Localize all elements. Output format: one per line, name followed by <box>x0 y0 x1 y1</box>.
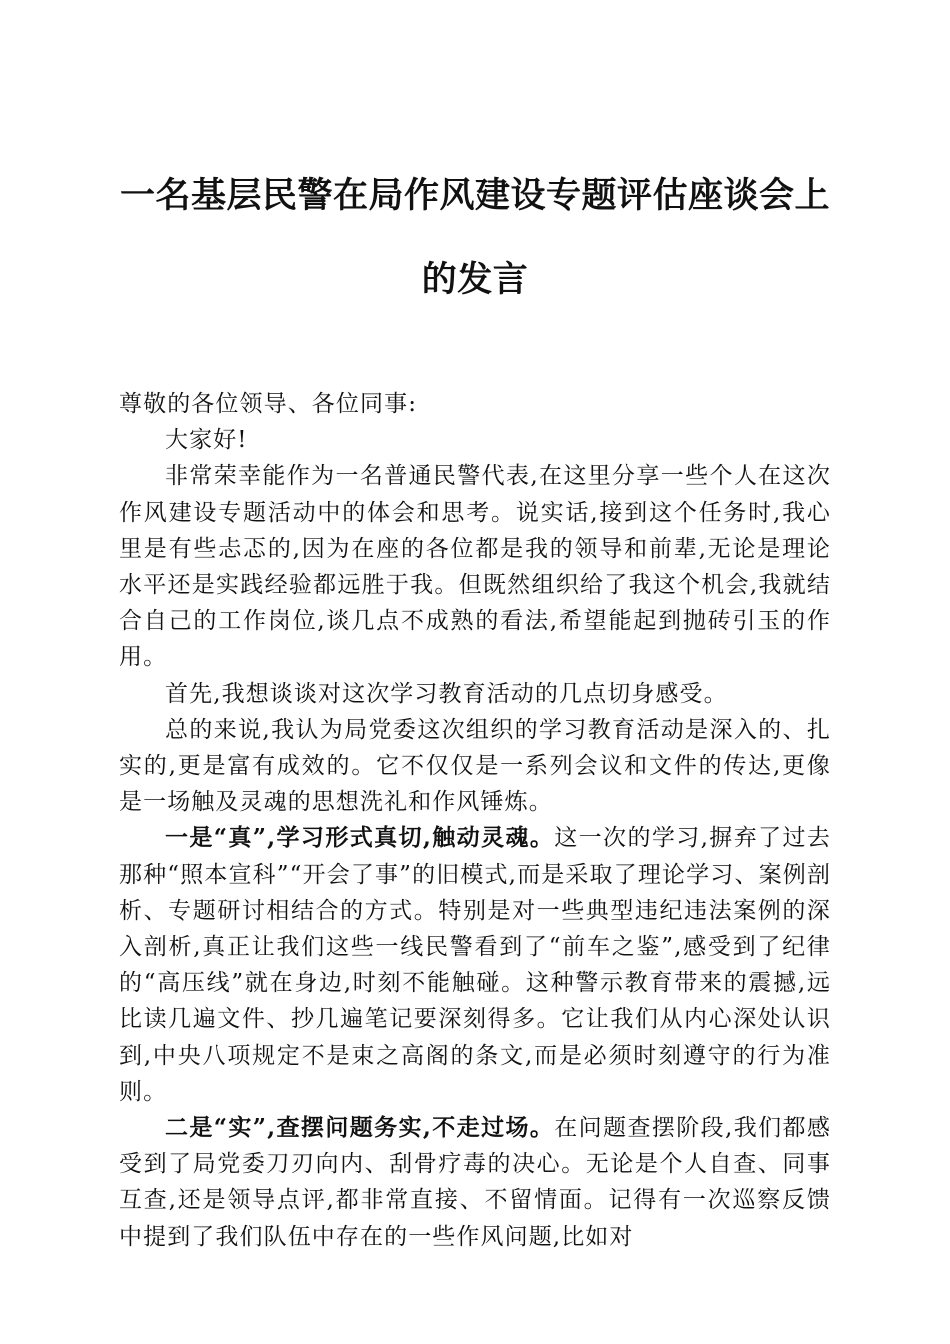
paragraph-point-two <box>119 1110 831 1255</box>
document-title <box>119 172 831 304</box>
point-one-heading: 一是“真”,学习形式真切,触动灵魂。 <box>165 824 555 852</box>
point-two-text: 在问题查摆阶段,我们都感受到了局党委刀刃向内、刮骨疗毒的决心。无论是个人自查、同事互查,还是领导点评,都非常直接、不留情面。记得有一次巡察反馈中提到了我们队伍中存在的一些作风问题,比如对 <box>119 1115 831 1250</box>
paragraph-first-topic: 首先,我想谈谈对这次学习教育活动的几点切身感受。 <box>165 680 728 707</box>
title-line-2: 的发言 <box>421 259 529 300</box>
point-two-heading: 二是“实”,查摆问题务实,不走过场。 <box>165 1114 555 1142</box>
document-body <box>119 386 831 1255</box>
title-line-1: 一名基层民警在局作风建设专题评估座谈会上 <box>119 175 830 216</box>
greeting: 大家好! <box>165 427 248 454</box>
paragraph-overall-view: 总的来说,我认为局党委这次组织的学习教育活动是深入的、扎实的,更是富有成效的。它不仅仅是一系列会议和文件的传达,更像是一场触及灵魂的思想洗礼和作风锤炼。 <box>119 716 831 816</box>
document-page <box>119 172 831 1255</box>
paragraph-point-one <box>119 820 831 1110</box>
point-one-text: 这一次的学习,摒弃了过去那种“照本宣科”“开会了事”的旧模式,而是采取了理论学习、案例剖析、专题研讨相结合的方式。特别是对一些典型违纪违法案例的深入剖析,真正让我们这些一线民警看到了“前车之鉴”,感受到了纪律的“高压线”就在身边,时刻不能触碰。这种警示教育带来的震撼,远比读几遍文件、抄几遍笔记要深刻得多。它让我们从内心深处认识到,中央八项规定不是束之高阁的条文,而是必须时刻遵守的行为准则。 <box>119 825 831 1105</box>
paragraph-intro: 非常荣幸能作为一名普通民警代表,在这里分享一些个人在这次作风建设专题活动中的体会和思考。说实话,接到这个任务时,我心里是有些忐忑的,因为在座的各位都是我的领导和前辈,无论是理论水平还是实践经验都远胜于我。但既然组织给了我这个机会,我就结合自己的工作岗位,谈几点不成熟的看法,希望能起到抛砖引玉的作用。 <box>119 463 831 671</box>
salutation: 尊敬的各位领导、各位同事: <box>119 391 418 417</box>
